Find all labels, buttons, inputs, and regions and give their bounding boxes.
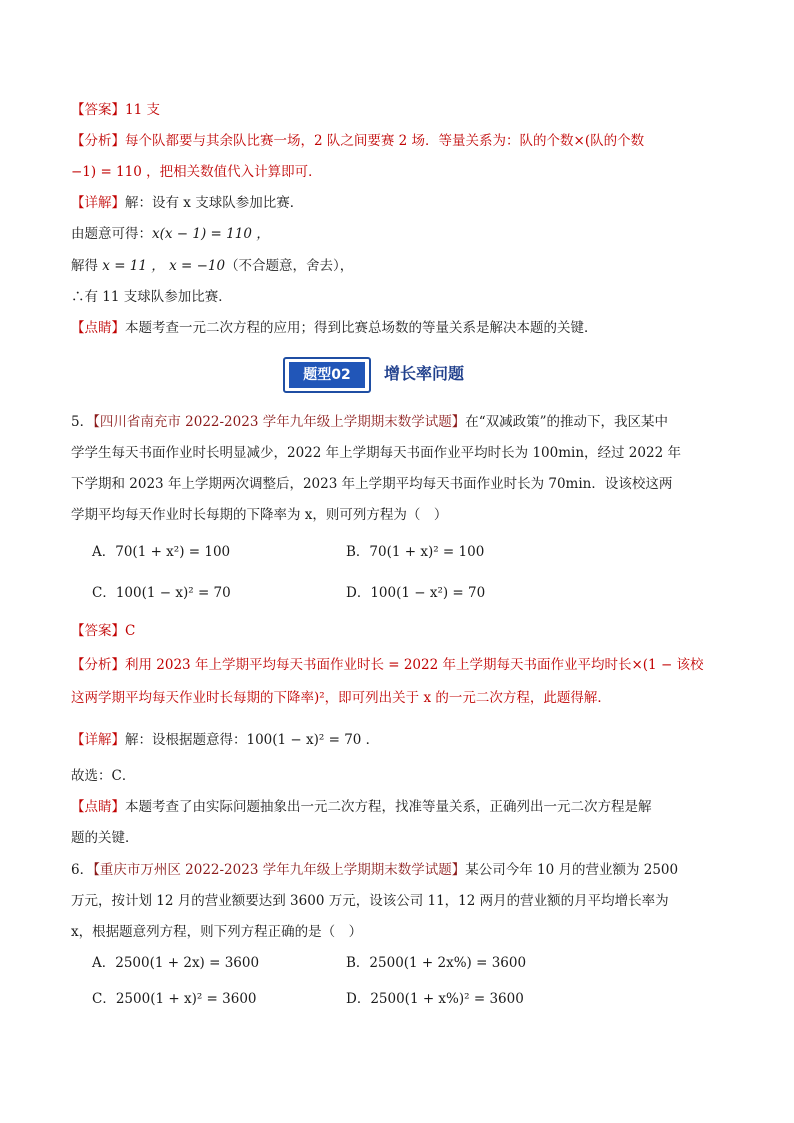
q5-option-c-formula: 100(1 − x)² = 70 [115,585,231,601]
q5-text-4: 学期平均每天作业时长每期的下降率为 x，则可列方程为（ ） [71,507,448,523]
analysis2-text-1: 利用 2023 年上学期平均每天书面作业时长 = 2022 年上学期每天书面作业平均时长×(1 − 该校 [125,657,704,673]
analysis2-line-2 [71,688,734,708]
q5-option-c-label: C． [92,585,116,601]
answer-text: 11 支 [125,102,160,118]
q5-option-d[interactable] [346,583,485,603]
detail-text: 解：设有 x 支球队参加比赛． [125,195,304,211]
tip-tag: 【点睛】 [71,320,125,336]
q5-line-2 [71,443,734,463]
analysis-line-1 [71,131,734,151]
solution-suffix: （不合题意，舍去）， [225,258,354,274]
choose2-text: 故选：C． [71,768,136,784]
answer-tag: 【答案】 [71,102,125,118]
q5-source: 【四川省南充市 2022-2023 学年九年级上学期期末数学试题】 [93,414,466,430]
q5-option-d-label: D． [346,585,371,601]
choose2-line [71,766,734,786]
q5-text-2: 学学生每天书面作业时长明显减少，2022 年上学期每天书面作业平均时长为 100min，经过 2022 年 [71,445,681,461]
q5-line-1 [71,412,734,432]
detail2-text: 解：设根据题意得：100(1 − x)² = 70 ． [125,732,380,748]
analysis-text-2: −1) = 110 ，把相关数值代入计算即可． [71,164,322,180]
tip2-line-1 [71,797,734,817]
q6-source: 【重庆市万州区 2022-2023 学年九年级上学期期末数学试题】 [93,862,466,878]
section-badge [283,357,371,393]
solution-line [71,256,734,276]
q5-option-c[interactable] [92,583,231,603]
detail2-tag: 【详解】 [71,732,125,748]
q6-option-a[interactable] [92,953,259,973]
tip-text: 本题考查一元二次方程的应用；得到比赛总场数的等量关系是解决本题的关键． [125,320,598,336]
tip2-text-2: 题的关键． [71,830,139,846]
q6-text-3: x，根据题意列方程，则下列方程正确的是（ ） [71,924,363,940]
equation-formula: x(x − 1) = 110 ， [152,226,270,242]
answer-line-2 [71,621,734,641]
detail-line-1 [71,193,734,213]
q6-option-b-label: B． [346,955,370,971]
q6-text-2: 万元，按计划 12 月的营业额要达到 3600 万元，设该公司 11，12 两月的营业额的月平均增长率为 [71,893,669,909]
detail2-line [71,730,734,750]
q5-text-3: 下学期和 2023 年上学期两次调整后，2023 年上学期平均每天书面作业时长为 70min．设该校这两 [71,476,673,492]
q5-option-b-formula: 70(1 + x)² = 100 [369,544,485,560]
conclusion-line [71,287,734,307]
q6-line-2 [71,891,734,911]
q5-option-b-label: B． [346,544,370,560]
q5-option-a-formula: 70(1 + x²) = 100 [115,544,231,560]
q5-option-b[interactable] [346,542,484,562]
tip-line-1 [71,318,734,338]
q5-option-a-label: A． [92,544,116,560]
analysis2-line-1 [71,655,734,675]
q5-line-4 [71,505,734,525]
q6-option-a-label: A． [92,955,116,971]
tip2-text-1: 本题考查了由实际问题抽象出一元二次方程，找准等量关系，正确列出一元二次方程是解 [125,799,652,815]
q6-option-d-label: D． [346,991,371,1007]
analysis-line-2 [71,162,734,182]
solution-prefix: 解得 [71,258,103,274]
conclusion-text: ∴有 11 支球队参加比赛． [71,289,232,305]
q6-option-b[interactable] [346,953,526,973]
analysis-text-1: 每个队都要与其余队比赛一场，2 队之间要赛 2 场．等量关系为：队的个数×(队的个数 [125,133,645,149]
section-title: 增长率问题 [384,364,465,383]
q6-number: 6． [71,862,94,878]
equation-line [71,224,734,244]
q6-option-d-formula: 2500(1 + x%)² = 3600 [370,991,524,1007]
q5-number: 5． [71,414,94,430]
q6-option-a-formula: 2500(1 + 2x) = 3600 [115,955,260,971]
q6-text-1: 某公司今年 10 月的营业额为 2500 [465,862,679,878]
q6-line-1 [71,860,734,880]
q6-option-b-formula: 2500(1 + 2x%) = 3600 [369,955,527,971]
detail-tag: 【详解】 [71,195,125,211]
tip2-tag: 【点睛】 [71,799,125,815]
tip2-line-2 [71,828,734,848]
equation-prefix: 由题意可得： [71,226,152,242]
answer2-tag: 【答案】 [71,623,125,639]
q6-option-d[interactable] [346,989,524,1009]
q6-option-c-formula: 2500(1 + x)² = 3600 [115,991,257,1007]
analysis-tag: 【分析】 [71,133,125,149]
analysis2-text-2: 这两学期平均每天作业时长每期的下降率)²，即可列出关于 x 的一元二次方程，此题得解． [71,690,611,706]
q5-option-d-formula: 100(1 − x²) = 70 [370,585,486,601]
solution-formula: x = 11 ， x = −10 [102,258,226,274]
q5-option-a[interactable] [92,542,230,562]
q6-line-3 [71,922,734,942]
q6-option-c[interactable] [92,989,257,1009]
q5-text-1: 在“双减政策”的推动下，我区某中 [465,414,669,430]
section-badge-label: 题型02 [289,362,365,388]
answer-line-1 [71,100,734,120]
answer2-text: C [125,623,136,639]
q6-option-c-label: C． [92,991,116,1007]
analysis2-tag: 【分析】 [71,657,125,673]
q5-line-3 [71,474,734,494]
